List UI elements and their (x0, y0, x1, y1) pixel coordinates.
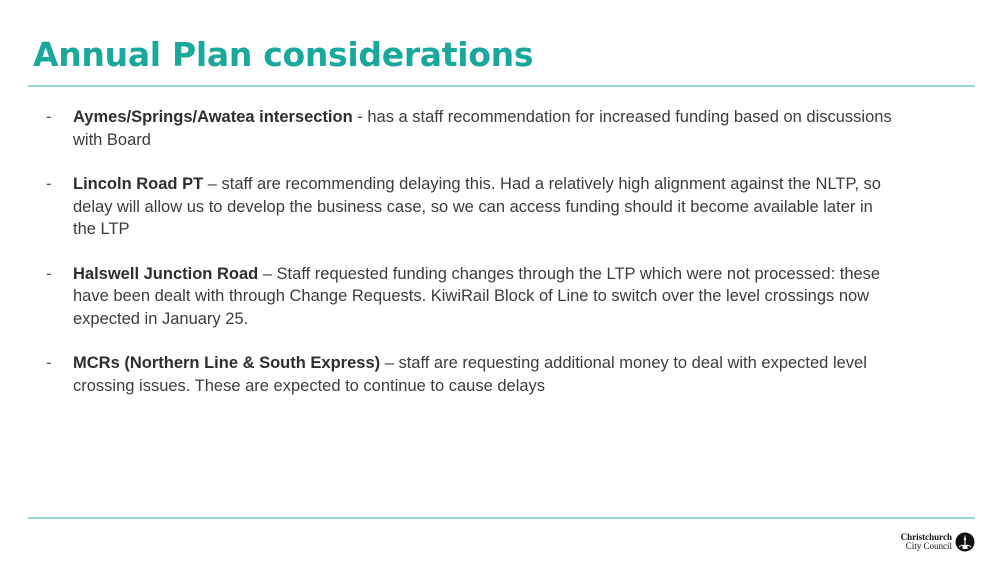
bullet-item (46, 106, 896, 151)
bullet-body: – staff are requesting additional money to deal with expected level crossing issues. These are expected to continue to cause delays (73, 354, 867, 395)
bullet-body: – Staff requested funding changes through the LTP which were not processed: these have been dealt with through Change Requests. KiwiRail Block of Line to switch over the level crossings now expected in January 25. (73, 264, 881, 328)
bullet-item (46, 173, 896, 241)
logo-line-1: Christchurch (900, 531, 952, 542)
bullet-dash: - (46, 108, 52, 126)
bullet-body: – staff are recommending delaying this. Had a relatively high alignment against the NLTP, so delay will allow us to develop the business case, so we can access funding should it become available later in the LTP (73, 175, 881, 238)
logo-wordmark (901, 533, 952, 552)
slide-title: Annual Plan considerations (33, 35, 534, 74)
bullet-dash: - (46, 354, 52, 372)
bullet-dash: - (46, 175, 52, 193)
bullet-heading: MCRs (Northern Line & South Express) (73, 354, 381, 372)
title-divider (28, 85, 975, 87)
bullet-body: - has a staff recommendation for increased funding based on discussions with Board (73, 108, 892, 149)
bullet-heading: Lincoln Road PT (73, 175, 204, 193)
bullet-item (46, 352, 896, 397)
council-logo (901, 532, 975, 552)
bullet-heading: Aymes/Springs/Awatea intersection (73, 108, 353, 126)
cathedral-emblem-icon (955, 532, 975, 552)
bullet-heading: Halswell Junction Road (73, 264, 259, 283)
bullet-list (46, 106, 896, 419)
footer-divider (28, 517, 975, 519)
logo-line-2: City Council (905, 541, 952, 551)
bullet-item (46, 263, 896, 331)
bullet-dash: - (46, 264, 52, 283)
